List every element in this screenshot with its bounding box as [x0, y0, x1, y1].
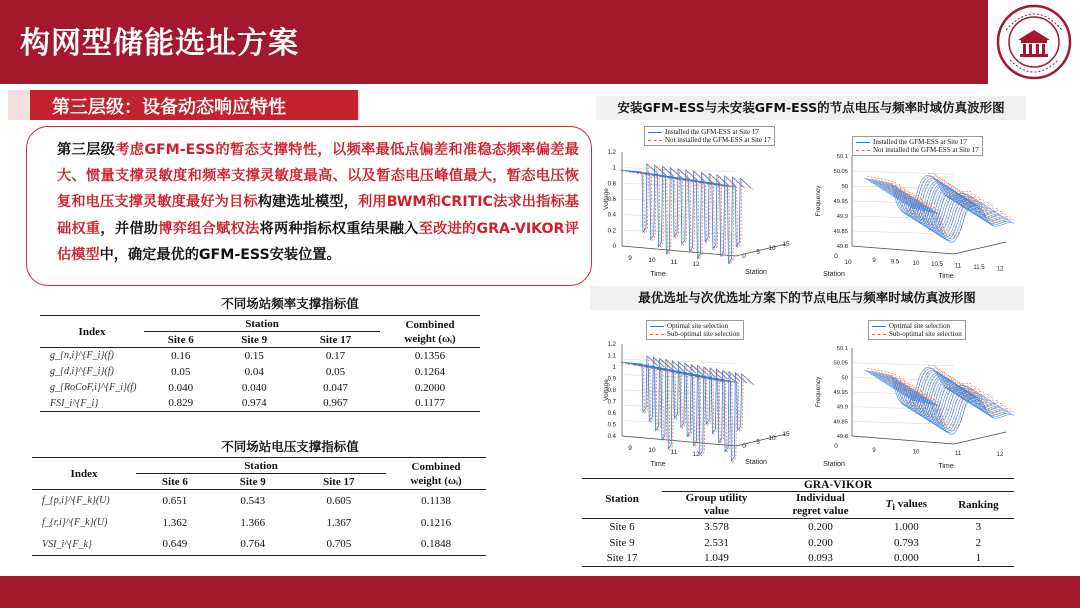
bottom-plots-caption: 最优选址与次优选址方案下的节点电压与频率时域仿真波形图 — [590, 286, 1024, 310]
y-tick-label: 0.6 — [607, 411, 616, 417]
x-tick-label: 10 — [912, 260, 920, 267]
z-tick-label: 15 — [782, 241, 790, 248]
freq-value-cell: 0.829 — [144, 396, 217, 412]
vikor-indiv-cell: 0.200 — [808, 536, 833, 549]
bottom-voltage-plot — [600, 314, 796, 472]
bottom-frequency-legend — [868, 320, 966, 340]
x-tick-label: 10 — [912, 449, 920, 456]
x-tick-label: 10 — [648, 447, 656, 454]
desc-part-6: 博弈组合赋权法 — [158, 220, 260, 237]
grid-line — [622, 390, 736, 394]
y-tick-label: 50.1 — [836, 346, 848, 352]
y-tick-label: 0.4 — [607, 434, 616, 440]
volt-col-site: Site 17 — [292, 474, 386, 490]
legend-red-line — [872, 334, 886, 335]
legend-blue-label: Optimal site selection — [667, 322, 729, 330]
axis-line — [954, 432, 1006, 444]
z-tick-label: 0 — [742, 443, 746, 450]
z-tick-label: 5 — [756, 249, 760, 256]
z-axis-label: Station — [745, 459, 767, 466]
description-text — [57, 137, 579, 268]
desc-part-4: 利用BWM和CRITIC法求出指标基础权重 — [57, 194, 579, 237]
vikor-station-cell: Site 6 — [609, 520, 635, 533]
y-tick-label: 50.05 — [833, 360, 848, 367]
freq-index-cell: g_{RoCoF,i}^{F_i}(f) — [50, 382, 137, 393]
legend-blue-label: Optimal site selection — [889, 322, 951, 330]
vikor-rank-cell: 1 — [943, 551, 1014, 567]
vikor-col-group-l1: Group utility — [685, 492, 748, 504]
legend-blue-label: Installed the GFM-ESS at Site 17 — [873, 138, 967, 146]
y-tick-label: 0.2 — [607, 228, 616, 235]
vikor-col-indiv-l2: regret value — [792, 505, 849, 517]
volt-value-cell: 1.362 — [162, 516, 188, 529]
freq-col-combined-l1: Combined — [405, 318, 455, 331]
x-tick-label: 10.5 — [931, 262, 943, 269]
vikor-col-rank: Ranking — [943, 492, 1014, 519]
footer-bar — [0, 576, 1080, 608]
section-heading-label: 第三层级：设备动态响应特性 — [52, 97, 286, 118]
vikor-col-t — [870, 492, 943, 519]
x-axis-label: Time — [938, 463, 954, 470]
table-row — [40, 396, 480, 412]
table-row — [40, 348, 480, 364]
legend-blue-label: Installed the GFM-ESS at Site 17 — [665, 128, 759, 136]
legend-blue-line — [650, 326, 664, 327]
vikor-col-indiv-l1: Individual — [795, 492, 845, 504]
x-tick-label: 11 — [954, 263, 962, 270]
vikor-col-t-sub: i — [892, 502, 895, 513]
y-axis-label: Frequency — [815, 185, 822, 217]
page-title: 构网型储能选址方案 — [20, 26, 299, 61]
freq-value-cell: 0.040 — [241, 381, 267, 394]
vikor-group-cell: 2.531 — [704, 536, 729, 549]
y-tick-label: 50.05 — [833, 169, 848, 175]
desc-part-2: 考虑GFM-ESS的暂态支撑特性，以频率最低点偏差和准稳态频率偏差最大、惯量支撑灵敏度和频率支撑灵敏度最高、以及暂态电压峰值最大，暂态电压恢复和电压支撑灵敏度最好为目标 — [57, 142, 579, 211]
x-tick-label: 9 — [628, 445, 632, 452]
vikor-rank-cell: 2 — [975, 536, 982, 549]
y-tick-label: 49.95 — [833, 199, 848, 205]
z-tick-label: 5 — [756, 439, 760, 446]
y-tick-label: 49.85 — [833, 419, 848, 426]
volt-table — [32, 457, 486, 556]
vikor-title: GRA-VIKOR — [662, 479, 1014, 492]
vikor-col-t-letter: T — [885, 497, 893, 510]
y-tick-label: 0.8 — [607, 181, 616, 188]
table-row — [32, 512, 486, 534]
x-tick-label: 11 — [670, 259, 678, 266]
volt-value-cell: 0.605 — [326, 494, 352, 507]
volt-value-cell: 1.367 — [326, 516, 352, 529]
z-tick-label: 15 — [782, 431, 790, 438]
axis-line — [622, 246, 736, 256]
freq-value-cell: 0.15 — [244, 349, 264, 362]
desc-part-1: 第三层级 — [57, 142, 116, 158]
table-row — [32, 490, 486, 512]
y-tick-label: 50.1 — [836, 154, 848, 160]
top-plots-caption: 安装GFM-ESS与未安装GFM-ESS的节点电压与频率时域仿真波形图 — [596, 96, 1026, 120]
legend-blue-line — [648, 132, 662, 133]
y-tick-label: 49.8 — [836, 434, 848, 440]
y-tick-label: 0.5 — [607, 422, 616, 429]
vikor-indiv-cell: 0.093 — [771, 551, 870, 567]
vikor-col-group-l2: value — [703, 505, 730, 517]
y-tick-label: 0.6 — [607, 197, 616, 203]
volt-value-cell: 0.764 — [214, 534, 292, 556]
y-tick-label: 0 — [612, 244, 616, 250]
y-tick-label: 49.9 — [836, 214, 848, 220]
x-axis-label: Time — [938, 273, 954, 280]
freq-col-site: Site 6 — [144, 332, 217, 348]
y-tick-label: 1.2 — [607, 150, 616, 156]
freq-value-cell: 0.16 — [171, 349, 191, 362]
volt-col-site: Site 9 — [214, 474, 292, 490]
volt-col-combined — [386, 458, 486, 490]
z-tick-label: 10 — [768, 245, 776, 252]
top-voltage-legend — [644, 126, 775, 146]
legend-blue-line — [856, 142, 870, 143]
freq-index-cell: g_{d,i}^{F_i}(f) — [50, 366, 114, 377]
desc-part-7: 将两种指标权重结果融入 — [259, 220, 419, 237]
vikor-t-cell: 0.000 — [870, 551, 943, 567]
y-tick-label: 50 — [841, 375, 848, 382]
freq-value-cell: 0.05 — [325, 365, 346, 378]
freq-index-cell: g_{n,i}^{F_i}(f) — [50, 350, 114, 362]
volt-index-cell: f_{r,i}^{F_k}(U) — [42, 517, 108, 528]
desc-part-5: ，并借助 — [100, 220, 159, 237]
volt-index-cell: f_{p,i}^{F_k}(U) — [42, 495, 110, 507]
x-tick-label: 9.5 — [890, 259, 900, 266]
x-tick-label: 12 — [692, 451, 700, 458]
y-tick-label: 1.1 — [607, 353, 616, 360]
z-tick-label: 10 — [844, 259, 852, 266]
y-tick-label: 1.2 — [607, 342, 616, 348]
y-tick-label: 0.4 — [607, 212, 616, 219]
volt-value-cell: 0.651 — [162, 494, 188, 507]
x-tick-label: 10 — [648, 257, 656, 264]
y-axis-label: Frequency — [815, 376, 822, 408]
axis-line — [852, 436, 954, 444]
freq-value-cell: 0.040 — [168, 381, 194, 394]
volt-value-cell: 0.649 — [136, 534, 214, 556]
freq-col-site: Site 9 — [217, 332, 290, 348]
x-tick-label: 9 — [872, 448, 876, 454]
freq-weight-cell: 0.1356 — [414, 349, 446, 362]
vikor-t-cell: 0.793 — [893, 536, 919, 549]
x-tick-label: 11.5 — [973, 265, 985, 271]
z-tick-label: 10 — [768, 435, 776, 442]
freq-table-caption: 不同场站频率支撑指标值 — [221, 296, 359, 311]
y-tick-label: 49.95 — [833, 390, 848, 396]
x-tick-label: 12 — [996, 266, 1004, 273]
table-row — [582, 551, 1014, 567]
freq-col-combined-l2: weight (ωᵢ) — [404, 332, 456, 345]
freq-index-cell: FSI_i^{F_i} — [40, 396, 144, 412]
y-tick-label: 49.9 — [836, 404, 848, 411]
table-row — [582, 535, 1014, 551]
table-row — [32, 534, 486, 556]
x-axis-label: Time — [650, 271, 666, 278]
vikor-station-cell: Site 9 — [609, 536, 635, 549]
z-axis-label: Station — [823, 461, 845, 468]
freq-col-site: Site 17 — [291, 332, 380, 348]
volt-col-index: Index — [32, 458, 136, 490]
header-bar — [0, 0, 1080, 84]
volt-value-cell: 0.543 — [240, 494, 266, 507]
volt-col-combined-l1: Combined — [411, 460, 461, 473]
volt-weight-cell: 0.1216 — [420, 516, 452, 529]
vikor-indiv-cell: 0.200 — [808, 520, 833, 533]
freq-value-cell: 0.974 — [217, 396, 290, 412]
x-tick-label: 9 — [628, 255, 632, 262]
volt-index-cell: VSI_i^{F_k} — [32, 534, 136, 556]
freq-value-cell: 0.05 — [171, 365, 191, 378]
vikor-col-t-rest: values — [894, 497, 928, 510]
bottom-voltage-legend — [646, 320, 744, 340]
z-axis-label: Station — [745, 269, 767, 276]
freq-value-cell: 0.967 — [291, 396, 380, 412]
legend-red-label: Sub-optimal site selection — [667, 330, 740, 338]
freq-weight-cell: 0.2000 — [414, 381, 446, 394]
freq-table — [40, 315, 480, 412]
grid-line — [852, 171, 954, 174]
top-voltage-plot — [600, 122, 796, 282]
y-tick-label: 49.8 — [836, 244, 848, 250]
z-tick-label: 0 — [742, 253, 746, 260]
table-row — [40, 364, 480, 380]
volt-value-cell: 1.366 — [240, 516, 266, 529]
y-tick-label: 0.8 — [607, 388, 616, 394]
freq-value-cell: 0.04 — [244, 365, 264, 378]
volt-weight-cell: 0.1138 — [421, 494, 451, 507]
vikor-col-group — [662, 492, 771, 519]
volt-col-combined-l2: weight (ωᵢ) — [410, 474, 462, 487]
x-tick-label: 9 — [872, 258, 876, 264]
logo-container — [988, 0, 1080, 84]
legend-red-label: Sub-optimal site selection — [889, 330, 962, 338]
grid-line — [622, 421, 736, 425]
vikor-station-cell: Site 17 — [582, 551, 662, 567]
legend-red-label: Not installed the GFM-ESS at Site 17 — [873, 146, 979, 154]
volt-weight-cell: 0.1848 — [386, 534, 486, 556]
table-row — [582, 519, 1014, 535]
z-tick-label: 0 — [834, 253, 838, 260]
vikor-group-cell: 3.578 — [704, 520, 729, 533]
y-tick-label: 1 — [612, 365, 616, 371]
freq-col-combined — [380, 316, 480, 348]
legend-red-line — [856, 150, 870, 151]
z-tick-label: 0 — [834, 443, 838, 450]
legend-red-label: Not installed the GFM-ESS at Site 17 — [665, 136, 771, 144]
y-tick-label: 1 — [612, 165, 616, 172]
y-axis-label: Voltage — [603, 188, 610, 210]
legend-red-line — [650, 334, 664, 335]
x-tick-label: 12 — [996, 452, 1004, 459]
axis-line — [954, 242, 1006, 254]
freq-weight-cell: 0.1264 — [414, 365, 446, 378]
y-tick-label: 49.85 — [833, 229, 848, 235]
volt-col-station: Station — [136, 458, 386, 474]
y-axis-label: Voltage — [603, 379, 610, 401]
y-tick-label: 0.7 — [607, 399, 616, 406]
vikor-t-cell: 1.000 — [893, 520, 919, 533]
university-emblem-icon — [988, 0, 1080, 84]
description-box — [26, 126, 592, 286]
desc-part-8: 至改进的GRA-VIKOR评估模型 — [57, 220, 579, 263]
freq-weight-cell: 0.1177 — [380, 396, 480, 412]
legend-red-line — [648, 140, 662, 141]
legend-blue-line — [872, 326, 886, 327]
volt-value-cell: 0.705 — [292, 534, 386, 556]
desc-part-9: 中，确定最优的GFM-ESS安装位置。 — [99, 246, 341, 263]
freq-value-cell: 0.17 — [325, 349, 346, 362]
x-tick-label: 11 — [670, 449, 678, 456]
y-tick-label: 0.9 — [607, 376, 616, 383]
volt-col-site: Site 6 — [136, 474, 214, 490]
vikor-col-station: Station — [582, 479, 662, 519]
x-tick-label: 12 — [692, 261, 700, 268]
vikor-group-cell: 1.049 — [662, 551, 771, 567]
vikor-col-indiv — [771, 492, 870, 519]
vikor-rank-cell: 3 — [975, 520, 982, 533]
desc-part-3: 构建选址模型， — [257, 194, 359, 211]
freq-value-cell: 0.047 — [323, 381, 348, 394]
top-frequency-legend — [852, 136, 983, 156]
top-voltage-waveform — [600, 122, 796, 282]
freq-col-station: Station — [144, 316, 380, 332]
axis-line — [852, 246, 954, 254]
grid-line — [622, 230, 736, 234]
y-tick-label: 50 — [841, 184, 848, 190]
top-frequency-plot — [808, 122, 1014, 282]
grid-line — [852, 363, 954, 366]
section-heading — [8, 90, 360, 120]
bottom-frequency-plot — [808, 314, 1014, 472]
volt-table-caption: 不同场站电压支撑指标值 — [221, 439, 359, 454]
freq-col-index: Index — [40, 316, 144, 348]
vikor-table — [582, 478, 1014, 567]
table-row — [40, 380, 480, 396]
x-tick-label: 11 — [954, 450, 962, 457]
z-axis-label: Station — [823, 271, 845, 278]
x-axis-label: Time — [650, 461, 666, 468]
